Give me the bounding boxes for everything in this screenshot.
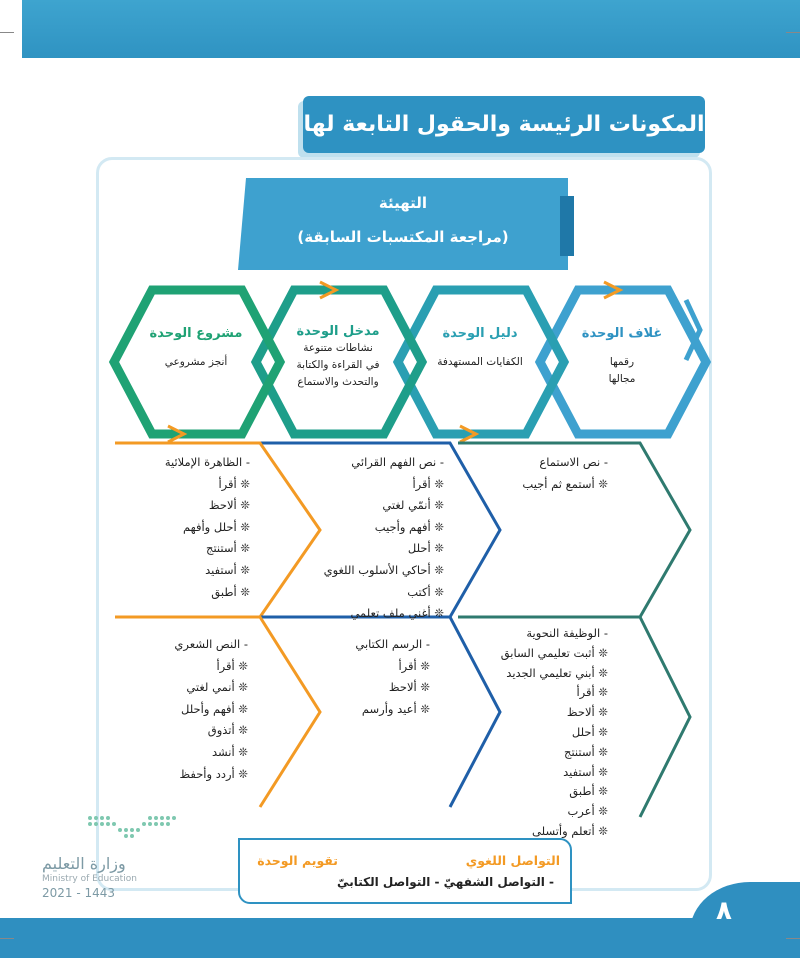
evaluation-subtitle: التواصل اللغوي — [465, 853, 560, 868]
list-poetry: - النص الشعري ❊ أقرأ ❊ أنمي لغتي ❊ أفهم وأحلل ❊ أتذوق ❊ أنشد ❊ أردد وأحفظ — [174, 637, 248, 781]
stage-title: مشروع الوحدة — [149, 326, 243, 341]
list-spelling: - الظاهرة الإملائية ❊ أقرأ ❊ ألاحظ ❊ أحلل وأفهم ❊ أستنتج ❊ أستفيد ❊ أطبق — [164, 455, 250, 599]
list-listening: - نص الاستماع ❊ أستمع ثم أجيب — [522, 455, 608, 491]
stage-title: غلاف الوحدة — [581, 326, 663, 341]
stage-line: أنجز مشروعي — [164, 356, 228, 368]
ministry-name-english: Ministry of Education — [42, 874, 137, 884]
crop-mark — [786, 938, 800, 939]
evaluation-title: تقويم الوحدة — [257, 853, 338, 868]
stage-line: رقمها مجالها — [608, 356, 636, 385]
stage-line: نشاطات متنوعة في القراءة والكتابة والتحدث والاستماع — [296, 342, 380, 388]
list-reading: - نص الفهم القرائي ❊ أقرأ ❊ أنمّي لغتي ❊ أفهم وأجيب ❊ أحلل ❊ أحاكي الأسلوب اللغوي ❊ أكتب ❊ أغني ملف تعلمي — [323, 455, 444, 621]
stage-title: دليل الوحدة — [442, 326, 518, 341]
stage-line: الكفايات المستهدفة — [437, 356, 523, 368]
bottom-decorative-band — [0, 918, 800, 958]
stage-title: مدخل الوحدة — [296, 324, 380, 339]
ministry-year: 2021 - 1443 — [42, 886, 116, 900]
page-number: ٨ — [716, 896, 732, 926]
crop-mark — [0, 938, 14, 939]
evaluation-detail: - التواصل الشفهيّ - التواصل الكتابيّ — [337, 875, 554, 889]
list-writing: - الرسم الكتابي ❊ أقرأ ❊ ألاحظ ❊ أعيد وأرسم — [355, 637, 430, 716]
list-grammar: - الوظيفة النحوية ❊ أثبت تعليمي السابق ❊ أبني تعليمي الجديد ❊ أقرأ ❊ ألاحظ ❊ أحلل ❊ أستنتج ❊ أستفيد ❊ أطبق ❊ أعرب ❊ أتعلم وأتسلى — [500, 626, 608, 838]
intro-subtitle: (مراجعة المكتسبات السابقة) — [297, 228, 509, 246]
ministry-logo-icon — [86, 814, 178, 846]
intro-title: التهيئة — [378, 194, 428, 212]
ministry-name-arabic: وزارة التعليم — [42, 854, 126, 873]
page-title: المكونات الرئيسة والحقول التابعة لها — [303, 112, 705, 137]
